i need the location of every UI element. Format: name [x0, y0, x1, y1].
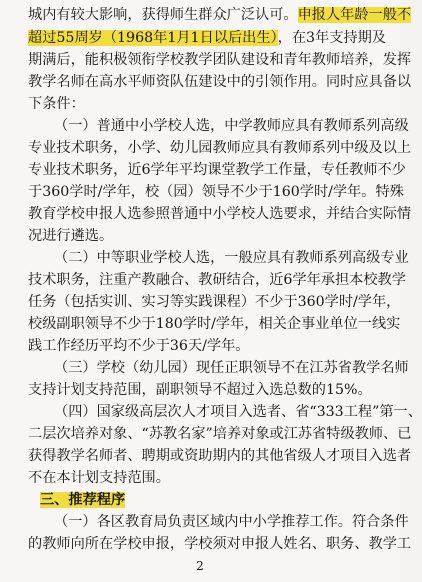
text-line: （三）学校（幼儿园）现任正职领导不在江苏省教学名师: [54, 360, 409, 376]
text-line: 校级副职领导不少于180学时/学年，相关企事业单位一线实: [28, 316, 401, 332]
text-line: 教学名师在高水平师资队伍建设中的引领作用。同时应具备以: [28, 74, 412, 90]
text-line: 于360学时/学年，校（园）领导不少于160学时/学年。特殊: [28, 184, 404, 200]
text-line: 不在本计划支持范围。: [28, 470, 170, 486]
text-line: 获得教学名师者、聘期或资助期内的其他省级人才项目入选者: [28, 448, 412, 464]
text-line: 任务（包括实训、实习等实践课程）不少于360学时/学年，: [28, 294, 401, 310]
text-line: 期满后，能积极领衔学校教学团队建设和青年教师培养，发挥: [28, 52, 412, 68]
highlighted-text: 超过55周岁（1968年1月1日以后出生）: [28, 30, 278, 46]
text-line: （一）各区教育局负责区域内中小学推荐工作。符合条件: [54, 514, 409, 530]
page-number: 2: [196, 559, 204, 573]
text-line: （一）普通中小学校人选，中学教师应具有教师系列高级: [54, 118, 409, 134]
text-line: 专业技术职务，小学、幼儿园教师应具有教师系列中级及以上: [28, 140, 412, 156]
section-heading: [40, 491, 386, 510]
text-line: 教育学校申报人选参照普通中小学校人选要求，并结合实际情: [28, 206, 412, 222]
text-line: 超过55周岁（1968年1月1日以后出生），在3年支持期及: [28, 30, 386, 46]
text-line: 况进行遴选。: [28, 228, 114, 244]
text-line: 专业技术职务，近6学年平均课堂教学工作量，专任教师不少: [28, 162, 406, 178]
highlighted-text: 三、推荐程序: [40, 492, 126, 508]
text-line: 践工作经历平均不少于36天/学年。: [28, 338, 250, 354]
text-line: 的教师向所在学校申报，学校须对申报人姓名、职务、教学工: [28, 536, 412, 552]
text-line: 技术职务，注重产教融合、教研结合，近6学年承担本校教学: [28, 272, 406, 288]
text-line: （四）国家级高层次人才项目入选者、省“333工程”第一、: [54, 404, 422, 420]
text-line: 城内有较大影响，获得师生群众广泛认可。申报人年龄一般不: [28, 7, 412, 23]
text-line: 二层次培养对象、“苏教名家”培养对象或江苏省特级教师、已: [28, 426, 412, 442]
text-line: 支持计划支持范围，副职领导不超过入选总数的15%。: [28, 382, 372, 398]
text-line: 下条件：: [28, 96, 85, 112]
highlighted-text: 申报人年龄一般不: [297, 7, 412, 23]
text-line: （二）中等职业学校人选，一般应具有教师系列高级专业: [54, 250, 409, 266]
